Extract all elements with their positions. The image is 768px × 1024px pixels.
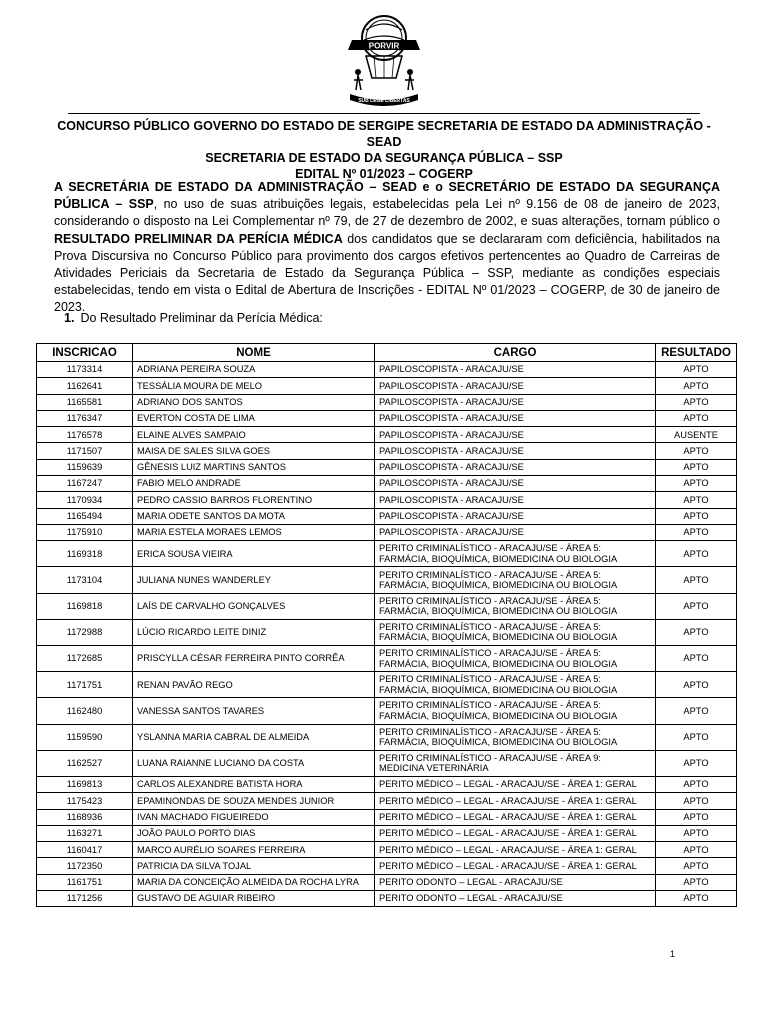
cell-nome: LÚCIO RICARDO LEITE DINIZ — [133, 619, 375, 645]
cargo-line: PERITO MÉDICO – LEGAL - ARACAJU/SE - ÁREA 1: GERAL — [379, 844, 637, 855]
table-row — [37, 593, 737, 619]
table-row — [37, 459, 737, 475]
cargo-line: FARMÁCIA, BIOQUÍMICA, BIOMEDICINA OU BIOLOGIA — [379, 553, 618, 564]
header-nome: NOME — [133, 344, 375, 362]
cell-inscricao: 1167247 — [37, 476, 133, 492]
cargo-line: FARMÁCIA, BIOQUÍMICA, BIOMEDICINA OU BIOLOGIA — [379, 658, 618, 669]
table-row — [37, 793, 737, 809]
cell-inscricao: 1169818 — [37, 593, 133, 619]
table-row — [37, 858, 737, 874]
cell-resultado: AUSENTE — [656, 427, 737, 443]
cell-resultado: APTO — [656, 459, 737, 475]
cargo-line: PAPILOSCOPISTA - ARACAJU/SE — [379, 429, 524, 440]
table-row — [37, 378, 737, 394]
cell-inscricao: 1165494 — [37, 508, 133, 524]
cell-inscricao: 1161751 — [37, 874, 133, 890]
cell-resultado: APTO — [656, 646, 737, 672]
cell-resultado: APTO — [656, 593, 737, 619]
cell-cargo — [375, 874, 656, 890]
cell-nome: PATRICIA DA SILVA TOJAL — [133, 858, 375, 874]
table-row — [37, 809, 737, 825]
cell-nome: LUANA RAIANNE LUCIANO DA COSTA — [133, 750, 375, 776]
cargo-line: FARMÁCIA, BIOQUÍMICA, BIOMEDICINA OU BIOLOGIA — [379, 737, 618, 748]
cell-nome: GÊNESIS LUIZ MARTINS SANTOS — [133, 459, 375, 475]
cell-cargo — [375, 842, 656, 858]
cargo-line: PAPILOSCOPISTA - ARACAJU/SE — [379, 478, 524, 489]
cell-cargo — [375, 524, 656, 540]
cell-inscricao: 1162480 — [37, 698, 133, 724]
cell-cargo — [375, 427, 656, 443]
cell-nome: MARIA DA CONCEIÇÃO ALMEIDA DA ROCHA LYRA — [133, 874, 375, 890]
cell-inscricao: 1170934 — [37, 492, 133, 508]
cell-inscricao: 1176347 — [37, 410, 133, 426]
cell-nome: ADRIANA PEREIRA SOUZA — [133, 362, 375, 378]
cargo-line: PERITO CRIMINALÍSTICO - ARACAJU/SE - ÁREA 5: — [379, 726, 601, 737]
cell-inscricao: 1159639 — [37, 459, 133, 475]
cell-inscricao: 1175910 — [37, 524, 133, 540]
cargo-line: PAPILOSCOPISTA - ARACAJU/SE — [379, 462, 524, 473]
cargo-line: MEDICINA VETERINÁRIA — [379, 763, 489, 774]
cell-cargo — [375, 541, 656, 567]
cell-inscricao: 1172350 — [37, 858, 133, 874]
table-row — [37, 410, 737, 426]
cell-inscricao: 1171507 — [37, 443, 133, 459]
title-line-1: CONCURSO PÚBLICO GOVERNO DO ESTADO DE SERGIPE SECRETARIA DE ESTADO DA ADMINISTRAÇÃO - SEAD — [57, 119, 711, 149]
cell-cargo — [375, 410, 656, 426]
table-header-row — [37, 344, 737, 362]
cell-inscricao: 1169318 — [37, 541, 133, 567]
cargo-line: PAPILOSCOPISTA - ARACAJU/SE — [379, 494, 524, 505]
table-row — [37, 508, 737, 524]
table-row — [37, 874, 737, 890]
cell-nome: CARLOS ALEXANDRE BATISTA HORA — [133, 776, 375, 792]
table-row — [37, 825, 737, 841]
cell-inscricao: 1162527 — [37, 750, 133, 776]
cell-resultado: APTO — [656, 672, 737, 698]
intro-paragraph — [54, 179, 720, 317]
seal-ribbon-text: SUB LEGE LIBERTAS — [358, 98, 410, 104]
cargo-line: PAPILOSCOPISTA - ARACAJU/SE — [379, 396, 524, 407]
cell-resultado: APTO — [656, 724, 737, 750]
cell-inscricao: 1163271 — [37, 825, 133, 841]
table-row — [37, 672, 737, 698]
cargo-line: PAPILOSCOPISTA - ARACAJU/SE — [379, 445, 524, 456]
cell-cargo — [375, 809, 656, 825]
cell-cargo — [375, 567, 656, 593]
cell-resultado: APTO — [656, 793, 737, 809]
cell-cargo — [375, 724, 656, 750]
cell-resultado: APTO — [656, 858, 737, 874]
table-row — [37, 476, 737, 492]
seal-banner-text: PORVIR — [368, 41, 400, 51]
cell-resultado: APTO — [656, 524, 737, 540]
cargo-line: PERITO MÉDICO – LEGAL - ARACAJU/SE - ÁREA 1: GERAL — [379, 779, 637, 790]
section-number: 1. — [64, 311, 75, 325]
cell-inscricao: 1169813 — [37, 776, 133, 792]
cargo-line: PERITO ODONTO – LEGAL - ARACAJU/SE — [379, 893, 563, 904]
cell-nome: ELAINE ALVES SAMPAIO — [133, 427, 375, 443]
table-row — [37, 541, 737, 567]
cell-nome: YSLANNA MARIA CABRAL DE ALMEIDA — [133, 724, 375, 750]
table-row — [37, 443, 737, 459]
cell-cargo — [375, 750, 656, 776]
cell-resultado: APTO — [656, 842, 737, 858]
cell-cargo — [375, 825, 656, 841]
cell-cargo — [375, 459, 656, 475]
cargo-line: PAPILOSCOPISTA - ARACAJU/SE — [379, 380, 524, 391]
intro-text-1: , no uso de suas atribuições legais, estabelecidas pela Lei nº 9.156 de 08 de janeiro de 2023, considerando o disposto na Lei Complementar nº 79, de 27 de dezembro de 2002, e suas alterações, tornam público o — [54, 197, 720, 229]
cell-nome: ERICA SOUSA VIEIRA — [133, 541, 375, 567]
cargo-line: PAPILOSCOPISTA - ARACAJU/SE — [379, 511, 524, 522]
cell-cargo — [375, 891, 656, 907]
cell-resultado: APTO — [656, 567, 737, 593]
table-row — [37, 567, 737, 593]
cargo-line: PERITO MÉDICO – LEGAL - ARACAJU/SE - ÁREA 1: GERAL — [379, 828, 637, 839]
cell-inscricao: 1160417 — [37, 842, 133, 858]
table-row — [37, 750, 737, 776]
cargo-line: FARMÁCIA, BIOQUÍMICA, BIOMEDICINA OU BIOLOGIA — [379, 606, 618, 617]
cell-inscricao: 1172685 — [37, 646, 133, 672]
intro-bold-mid: RESULTADO PRELIMINAR DA PERÍCIA MÉDICA — [54, 231, 343, 246]
cell-inscricao: 1168936 — [37, 809, 133, 825]
cell-cargo — [375, 698, 656, 724]
cell-cargo — [375, 476, 656, 492]
cell-resultado: APTO — [656, 541, 737, 567]
intro-text-2: dos candidatos que se declararam com deficiência, habilitados na Prova Discursiva no Concurso Público para provimento dos cargos efetivos pertencentes ao Quadro de Carreiras de Atividades Periciais da Secretaria de Estado da Segurança Pública – SSP, mediante as condições especiais estabelecidas, tendo em vista o Edital de Abertura de Inscrições - EDITAL Nº 01/2023 – COGERP, de 30 de janeiro de 2023. — [54, 231, 720, 315]
cell-resultado: APTO — [656, 362, 737, 378]
results-table — [36, 343, 737, 907]
cell-cargo — [375, 508, 656, 524]
cell-nome: GUSTAVO DE AGUIAR RIBEIRO — [133, 891, 375, 907]
cell-nome: TESSÁLIA MOURA DE MELO — [133, 378, 375, 394]
table-row — [37, 842, 737, 858]
cell-resultado: APTO — [656, 492, 737, 508]
table-row — [37, 891, 737, 907]
cell-inscricao: 1159590 — [37, 724, 133, 750]
cargo-line: PAPILOSCOPISTA - ARACAJU/SE — [379, 364, 524, 375]
state-coat-of-arms-icon — [336, 10, 432, 110]
cell-nome: LAÍS DE CARVALHO GONÇALVES — [133, 593, 375, 619]
cargo-line: PERITO CRIMINALÍSTICO - ARACAJU/SE - ÁREA 5: — [379, 700, 601, 711]
cell-cargo — [375, 858, 656, 874]
cell-nome: MAISA DE SALES SILVA GOES — [133, 443, 375, 459]
cell-resultado: APTO — [656, 476, 737, 492]
cell-inscricao: 1175423 — [37, 793, 133, 809]
cargo-line: PAPILOSCOPISTA - ARACAJU/SE — [379, 527, 524, 538]
cell-nome: MARIA ODETE SANTOS DA MOTA — [133, 508, 375, 524]
cell-nome: PEDRO CASSIO BARROS FLORENTINO — [133, 492, 375, 508]
cell-cargo — [375, 394, 656, 410]
cell-cargo — [375, 672, 656, 698]
cell-nome: EPAMINONDAS DE SOUZA MENDES JUNIOR — [133, 793, 375, 809]
cell-cargo — [375, 362, 656, 378]
cell-nome: EVERTON COSTA DE LIMA — [133, 410, 375, 426]
cell-nome: JULIANA NUNES WANDERLEY — [133, 567, 375, 593]
header-inscricao: INSCRICAO — [37, 344, 133, 362]
cell-nome: MARIA ESTELA MORAES LEMOS — [133, 524, 375, 540]
title-line-2: SECRETARIA DE ESTADO DA SEGURANÇA PÚBLICA – SSP — [205, 151, 563, 165]
cell-inscricao: 1173314 — [37, 362, 133, 378]
cargo-line: PAPILOSCOPISTA - ARACAJU/SE — [379, 413, 524, 424]
cell-inscricao: 1172988 — [37, 619, 133, 645]
header-cargo: CARGO — [375, 344, 656, 362]
cell-inscricao: 1171256 — [37, 891, 133, 907]
cell-resultado: APTO — [656, 776, 737, 792]
table-row — [37, 619, 737, 645]
cargo-line: PERITO MÉDICO – LEGAL - ARACAJU/SE - ÁREA 1: GERAL — [379, 795, 637, 806]
cargo-line: PERITO MÉDICO – LEGAL - ARACAJU/SE - ÁREA 1: GERAL — [379, 811, 637, 822]
table-row — [37, 394, 737, 410]
table-row — [37, 427, 737, 443]
cargo-line: PERITO CRIMINALÍSTICO - ARACAJU/SE - ÁREA 9: — [379, 752, 601, 763]
cargo-line: PERITO CRIMINALÍSTICO - ARACAJU/SE - ÁREA 5: — [379, 569, 601, 580]
table-row — [37, 724, 737, 750]
intro-bold-lead: A SECRETÁRIA DE ESTADO DA ADMINISTRAÇÃO – SEAD e o SECRETÁRIO DE ESTADO DA SEGURANÇA PÚBLICA – SSP — [54, 180, 720, 212]
cell-resultado: APTO — [656, 891, 737, 907]
cell-resultado: APTO — [656, 394, 737, 410]
cell-nome: VANESSA SANTOS TAVARES — [133, 698, 375, 724]
table-row — [37, 646, 737, 672]
cell-nome: PRISCYLLA CÉSAR FERREIRA PINTO CORRÊA — [133, 646, 375, 672]
cell-resultado: APTO — [656, 825, 737, 841]
header-resultado: RESULTADO — [656, 344, 737, 362]
cell-inscricao: 1173104 — [37, 567, 133, 593]
cell-nome: ADRIANO DOS SANTOS — [133, 394, 375, 410]
cargo-line: PERITO CRIMINALÍSTICO - ARACAJU/SE - ÁREA 5: — [379, 595, 601, 606]
cell-cargo — [375, 776, 656, 792]
cargo-line: FARMÁCIA, BIOQUÍMICA, BIOMEDICINA OU BIOLOGIA — [379, 632, 618, 643]
cell-cargo — [375, 646, 656, 672]
document-title — [40, 118, 728, 182]
cell-nome: RENAN PAVÃO REGO — [133, 672, 375, 698]
cell-resultado: APTO — [656, 508, 737, 524]
cell-nome: IVAN MACHADO FIGUEIREDO — [133, 809, 375, 825]
cargo-line: PERITO MÉDICO – LEGAL - ARACAJU/SE - ÁREA 1: GERAL — [379, 860, 637, 871]
table-row — [37, 492, 737, 508]
table-row — [37, 524, 737, 540]
page-number: 1 — [670, 949, 676, 959]
cargo-line: FARMÁCIA, BIOQUÍMICA, BIOMEDICINA OU BIOLOGIA — [379, 710, 618, 721]
cell-nome: JOÃO PAULO PORTO DIAS — [133, 825, 375, 841]
cargo-line: PERITO CRIMINALÍSTICO - ARACAJU/SE - ÁREA 5: — [379, 674, 601, 685]
section-title: Do Resultado Preliminar da Perícia Médica: — [80, 311, 323, 325]
cell-cargo — [375, 378, 656, 394]
table-row — [37, 698, 737, 724]
cell-cargo — [375, 492, 656, 508]
cell-inscricao: 1176578 — [37, 427, 133, 443]
cell-resultado: APTO — [656, 698, 737, 724]
cargo-line: FARMÁCIA, BIOQUÍMICA, BIOMEDICINA OU BIOLOGIA — [379, 580, 618, 591]
header-divider — [68, 113, 700, 114]
cell-inscricao: 1165581 — [37, 394, 133, 410]
cell-inscricao: 1162641 — [37, 378, 133, 394]
section-heading — [64, 311, 323, 325]
cell-cargo — [375, 793, 656, 809]
table-row — [37, 362, 737, 378]
table-body — [37, 362, 737, 907]
cell-inscricao: 1171751 — [37, 672, 133, 698]
table-row — [37, 776, 737, 792]
cargo-line: PERITO CRIMINALÍSTICO - ARACAJU/SE - ÁREA 5: — [379, 621, 601, 632]
cell-resultado: APTO — [656, 874, 737, 890]
cell-resultado: APTO — [656, 619, 737, 645]
cell-resultado: APTO — [656, 443, 737, 459]
cell-nome: FABIO MELO ANDRADE — [133, 476, 375, 492]
title-line-3: EDITAL Nº 01/2023 – COGERP — [295, 167, 473, 181]
cell-resultado: APTO — [656, 410, 737, 426]
cell-cargo — [375, 619, 656, 645]
cell-resultado: APTO — [656, 378, 737, 394]
cargo-line: PERITO CRIMINALÍSTICO - ARACAJU/SE - ÁREA 5: — [379, 648, 601, 659]
cell-nome: MARCO AURÉLIO SOARES FERREIRA — [133, 842, 375, 858]
cargo-line: PERITO CRIMINALÍSTICO - ARACAJU/SE - ÁREA 5: — [379, 543, 601, 554]
cell-resultado: APTO — [656, 750, 737, 776]
cell-resultado: APTO — [656, 809, 737, 825]
cargo-line: PERITO ODONTO – LEGAL - ARACAJU/SE — [379, 877, 563, 888]
cargo-line: FARMÁCIA, BIOQUÍMICA, BIOMEDICINA OU BIOLOGIA — [379, 684, 618, 695]
cell-cargo — [375, 593, 656, 619]
cell-cargo — [375, 443, 656, 459]
